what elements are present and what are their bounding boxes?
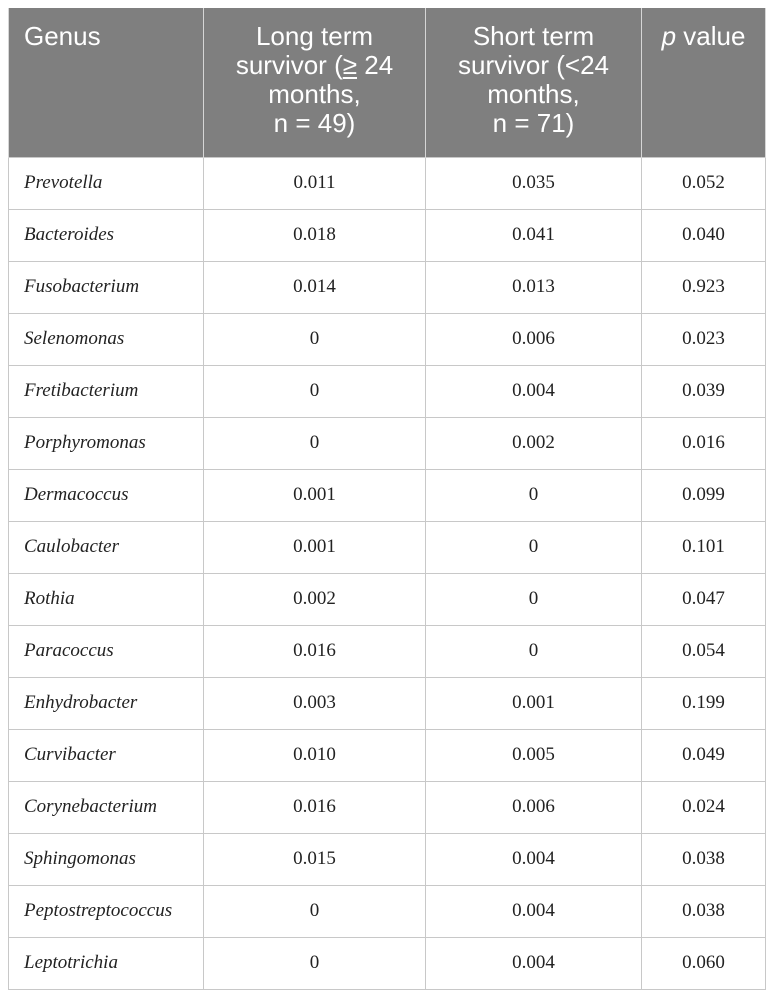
short-term-value-cell: 0.004 [426,365,642,417]
short-term-value-cell: 0.001 [426,677,642,729]
long-term-value-cell: 0 [204,885,426,937]
genus-abundance-table [8,8,766,990]
p-value-cell: 0.039 [642,365,766,417]
short-term-value-cell: 0 [426,625,642,677]
header-short-line4: n = 71) [492,108,575,138]
long-term-value-cell: 0 [204,417,426,469]
genus-cell: Rothia [9,573,204,625]
p-value-cell: 0.038 [642,833,766,885]
table-row [9,677,766,729]
header-row [9,8,766,157]
header-short-line3: months, [487,79,580,109]
table-row [9,781,766,833]
table-row [9,625,766,677]
header-long-term [204,8,426,157]
header-long-line4: n = 49) [273,108,356,138]
long-term-value-cell: 0 [204,937,426,989]
header-genus [9,8,204,157]
genus-cell: Porphyromonas [9,417,204,469]
header-p-italic: p [661,21,677,51]
genus-cell: Curvibacter [9,729,204,781]
genus-cell: Leptotrichia [9,937,204,989]
genus-cell: Enhydrobacter [9,677,204,729]
table-row [9,157,766,209]
genus-cell: Prevotella [9,157,204,209]
genus-cell: Selenomonas [9,313,204,365]
table-row [9,833,766,885]
header-long-line2-a: survivor ( [235,50,343,80]
header-short-term [426,8,642,157]
header-short-line2: survivor (<24 [458,50,609,80]
p-value-cell: 0.099 [642,469,766,521]
header-p-value [642,8,766,157]
table-body [9,157,766,989]
p-value-cell: 0.052 [642,157,766,209]
header-long-geq-symbol: ≥ [342,50,358,80]
short-term-value-cell: 0.002 [426,417,642,469]
p-value-cell: 0.101 [642,521,766,573]
header-long-line1: Long term [255,21,374,51]
short-term-value-cell: 0 [426,521,642,573]
header-p-rest: value [676,21,746,51]
genus-table-container [8,8,765,990]
long-term-value-cell: 0.015 [204,833,426,885]
p-value-cell: 0.047 [642,573,766,625]
table-row [9,417,766,469]
genus-cell: Dermacoccus [9,469,204,521]
long-term-value-cell: 0.003 [204,677,426,729]
header-genus-label: Genus [24,21,101,51]
p-value-cell: 0.060 [642,937,766,989]
table-row [9,313,766,365]
long-term-value-cell: 0 [204,313,426,365]
long-term-value-cell: 0.002 [204,573,426,625]
header-short-line1: Short term [472,21,595,51]
header-long-line2-b: 24 [357,50,394,80]
genus-cell: Sphingomonas [9,833,204,885]
table-header [9,8,766,157]
genus-cell: Fusobacterium [9,261,204,313]
header-long-line3: months, [268,79,361,109]
long-term-value-cell: 0.018 [204,209,426,261]
p-value-cell: 0.199 [642,677,766,729]
p-value-cell: 0.923 [642,261,766,313]
short-term-value-cell: 0 [426,573,642,625]
long-term-value-cell: 0.010 [204,729,426,781]
genus-cell: Corynebacterium [9,781,204,833]
genus-cell: Bacteroides [9,209,204,261]
short-term-value-cell: 0.035 [426,157,642,209]
table-row [9,521,766,573]
genus-cell: Caulobacter [9,521,204,573]
p-value-cell: 0.054 [642,625,766,677]
short-term-value-cell: 0.041 [426,209,642,261]
table-row [9,729,766,781]
table-row [9,937,766,989]
table-row [9,469,766,521]
long-term-value-cell: 0 [204,365,426,417]
long-term-value-cell: 0.011 [204,157,426,209]
short-term-value-cell: 0.004 [426,833,642,885]
table-row [9,365,766,417]
p-value-cell: 0.016 [642,417,766,469]
short-term-value-cell: 0.006 [426,313,642,365]
genus-cell: Fretibacterium [9,365,204,417]
long-term-value-cell: 0.016 [204,781,426,833]
p-value-cell: 0.040 [642,209,766,261]
short-term-value-cell: 0.006 [426,781,642,833]
short-term-value-cell: 0 [426,469,642,521]
long-term-value-cell: 0.016 [204,625,426,677]
genus-cell: Paracoccus [9,625,204,677]
short-term-value-cell: 0.004 [426,937,642,989]
table-row [9,573,766,625]
p-value-cell: 0.038 [642,885,766,937]
p-value-cell: 0.024 [642,781,766,833]
long-term-value-cell: 0.001 [204,469,426,521]
p-value-cell: 0.049 [642,729,766,781]
long-term-value-cell: 0.001 [204,521,426,573]
p-value-cell: 0.023 [642,313,766,365]
header-long-line2 [214,51,415,80]
short-term-value-cell: 0.005 [426,729,642,781]
table-row [9,261,766,313]
short-term-value-cell: 0.013 [426,261,642,313]
long-term-value-cell: 0.014 [204,261,426,313]
table-row [9,885,766,937]
table-row [9,209,766,261]
genus-cell: Peptostreptococcus [9,885,204,937]
short-term-value-cell: 0.004 [426,885,642,937]
